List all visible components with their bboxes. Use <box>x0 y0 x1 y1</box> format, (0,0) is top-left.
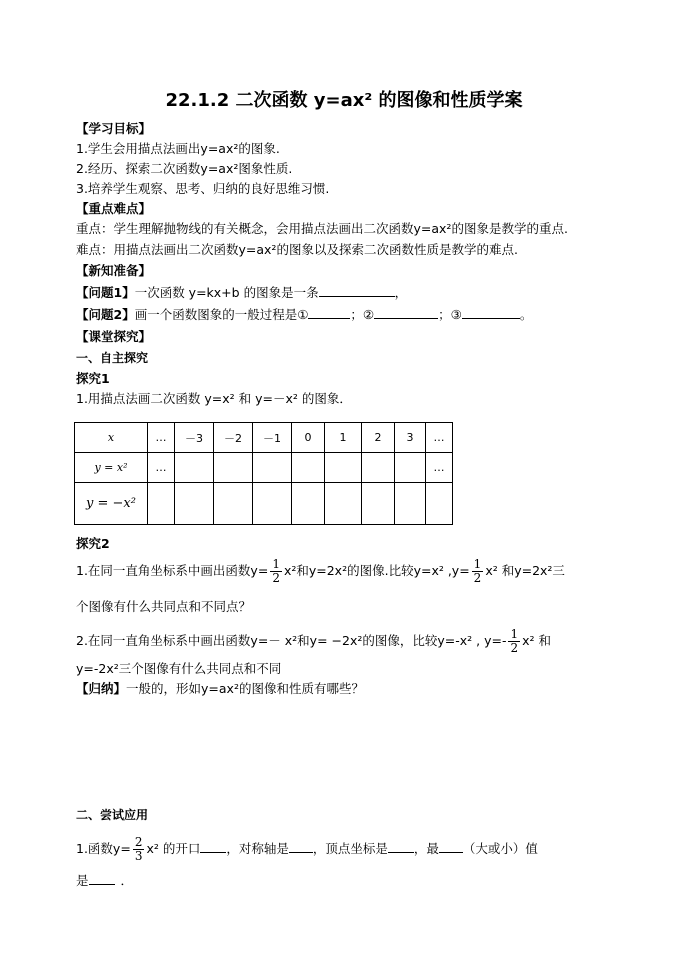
table-cell <box>175 483 214 525</box>
table-cell: … <box>426 453 453 483</box>
summary-label: 【归纳】 <box>76 681 127 696</box>
explore-2-task-1-cont: 个图像有什么共同点和不同点？ <box>76 599 252 614</box>
goal-2: 2.经历、探索二次函数y=ax²图象性质. <box>76 161 293 176</box>
fraction-numerator: 1 <box>510 627 519 641</box>
explore-2-task-1 <box>76 558 565 585</box>
fraction-denominator: 2 <box>272 571 280 585</box>
table-cell <box>253 483 292 525</box>
fraction-one-half <box>508 628 520 655</box>
answer-blank <box>439 840 463 853</box>
table-cell: －2 <box>214 423 253 453</box>
task-text: x² 和y=2x²三 <box>485 563 565 578</box>
key-point: 重点：学生理解抛物线的有关概念，会用描点法画出二次函数y=ax²的图象是教学的重点. <box>76 221 568 236</box>
explore-1-task: 1.用描点法画二次函数 y=x² 和 y=－x² 的图象． <box>76 391 352 406</box>
table-cell: … <box>148 453 175 483</box>
fraction-one-half <box>270 558 282 585</box>
goal-3: 3.培养学生观察、思考、归纳的良好思维习惯. <box>76 181 330 196</box>
table-cell: －3 <box>175 423 214 453</box>
table-cell: 2 <box>362 423 395 453</box>
table-row <box>75 453 453 483</box>
task-text: ，顶点坐标是 <box>312 841 388 856</box>
task-text: ． <box>120 873 134 888</box>
application-1-cont <box>76 872 133 890</box>
fraction-numerator: 1 <box>473 557 482 571</box>
table-cell: 3 <box>395 423 426 453</box>
fraction-denominator: 2 <box>510 641 519 655</box>
question-2-label: 【问题2】 <box>76 307 135 322</box>
key-header: 【重点难点】 <box>76 201 152 216</box>
question-2-sep: ；② <box>350 307 375 322</box>
fraction-numerator: 1 <box>272 557 280 571</box>
task-text: 1.在同一直角坐标系中画出函数y= <box>76 563 269 578</box>
table-cell <box>214 483 253 525</box>
answer-blank <box>89 872 115 885</box>
table-cell <box>175 453 214 483</box>
answer-blank <box>200 840 226 853</box>
table-cell <box>325 453 362 483</box>
difficult-point: 难点：用描点法画出二次函数y=ax²的图象以及探索二次函数性质是教学的难点. <box>76 242 518 257</box>
table-cell <box>362 453 395 483</box>
table-cell: … <box>148 423 175 453</box>
answer-blank <box>462 306 520 319</box>
answer-blank <box>289 840 313 853</box>
task-text: ，最 <box>413 841 439 856</box>
question-2-text: 画一个函数图象的一般过程是① <box>134 307 309 322</box>
explore-1-heading: 探究1 <box>76 371 110 386</box>
table-cell <box>292 483 325 525</box>
task-text: ，对称轴是 <box>226 841 289 856</box>
fraction-two-thirds <box>133 836 145 863</box>
explore-2-heading: 探究2 <box>76 536 110 551</box>
table-cell <box>325 483 362 525</box>
fraction-denominator: 2 <box>473 571 482 585</box>
application-1 <box>76 836 538 863</box>
question-2 <box>76 306 532 324</box>
page-title: 22.1.2 二次函数 y=ax² 的图像和性质学案 <box>165 90 523 111</box>
table-row <box>75 483 453 525</box>
goals-header: 【学习目标】 <box>76 121 152 136</box>
answer-blank <box>308 306 350 319</box>
explore-2-task-2-cont: y=-2x²三个图像有什么共同点和不同 <box>76 661 282 676</box>
table-row-label: y = −x² <box>75 483 148 525</box>
table-cell <box>292 453 325 483</box>
question-2-end: 。 <box>519 307 533 322</box>
table-cell: 0 <box>292 423 325 453</box>
question-1-label: 【问题1】 <box>76 285 135 300</box>
fraction-one-half <box>472 558 484 585</box>
prep-header: 【新知准备】 <box>76 263 152 278</box>
question-1-text: 一次函数 y=kx+b 的图象是一条 <box>134 285 319 300</box>
question-1 <box>76 284 407 302</box>
task-text: x² 和 <box>522 633 551 648</box>
fraction-denominator: 3 <box>134 849 143 863</box>
answer-blank <box>319 284 395 297</box>
table-cell <box>426 483 453 525</box>
table-cell <box>214 453 253 483</box>
question-2-sep: ；③ <box>438 307 462 322</box>
table-cell <box>395 483 426 525</box>
question-1-end: ， <box>394 285 408 300</box>
answer-blank <box>374 306 438 319</box>
table-cell: x <box>75 423 148 453</box>
summary <box>76 680 364 698</box>
table-cell: －1 <box>253 423 292 453</box>
table-cell <box>395 453 426 483</box>
table-cell <box>253 453 292 483</box>
table-cell: 1 <box>325 423 362 453</box>
values-table <box>74 422 453 525</box>
task-text: x²和y=2x²的图像.比较y=x² ,y= <box>283 563 470 578</box>
task-text: 2.在同一直角坐标系中画出函数y=－ x²和y= −2x²的图像，比较y=-x² , y=- <box>76 633 507 648</box>
summary-text: 一般的，形如y=ax²的图像和性质有哪些？ <box>126 681 364 696</box>
table-row-label: y = x² <box>75 453 148 483</box>
explore-2-task-2 <box>76 628 551 655</box>
fraction-numerator: 2 <box>134 835 143 849</box>
part-1-heading: 一、自主探究 <box>76 351 149 365</box>
task-text: （大或小）值 <box>462 841 538 856</box>
task-text: 1.函数y= <box>76 841 131 856</box>
goal-1: 1.学生会用描点法画出y=ax²的图象. <box>76 141 280 156</box>
table-cell <box>148 483 175 525</box>
part-2-heading: 二、尝试应用 <box>76 808 149 822</box>
task-text: x² 的开口 <box>146 841 201 856</box>
table-cell: … <box>426 423 453 453</box>
table-header-row <box>75 423 453 453</box>
task-text: 是 <box>76 873 89 888</box>
explore-header: 【课堂探究】 <box>76 329 152 344</box>
answer-blank <box>388 840 414 853</box>
table-cell <box>362 483 395 525</box>
